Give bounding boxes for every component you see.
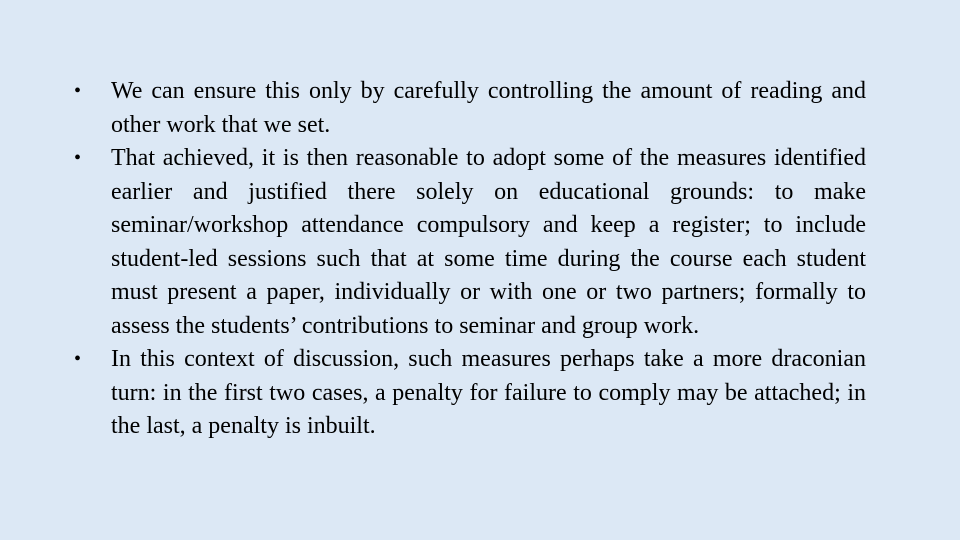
bullet-text: In this context of discussion, such measures perhaps take a more draconian turn: in the first two cases, a penalty for failure to comply may be attached; in the last, a penalty is inbuilt.: [111, 346, 866, 439]
bullet-item-1: [68, 75, 866, 142]
bullet-marker: •: [74, 348, 82, 370]
bullet-marker: •: [74, 80, 82, 102]
bullet-text: We can ensure this only by carefully controlling the amount of reading and other work that we set.: [111, 78, 866, 138]
bullet-item-2: [68, 142, 866, 343]
bullet-item-3: [68, 343, 866, 444]
bullet-list: [68, 75, 866, 444]
bullet-marker: •: [74, 147, 82, 169]
bullet-text: That achieved, it is then reasonable to adopt some of the measures identified earlier and justified there solely on educational grounds: to make seminar/workshop attendance compulsory and keep a register; to include student-led sessions such that at some time during the course each student must present a paper, individually or with one or two partners; formally to assess the students’ contributions to seminar and group work.: [111, 145, 866, 339]
